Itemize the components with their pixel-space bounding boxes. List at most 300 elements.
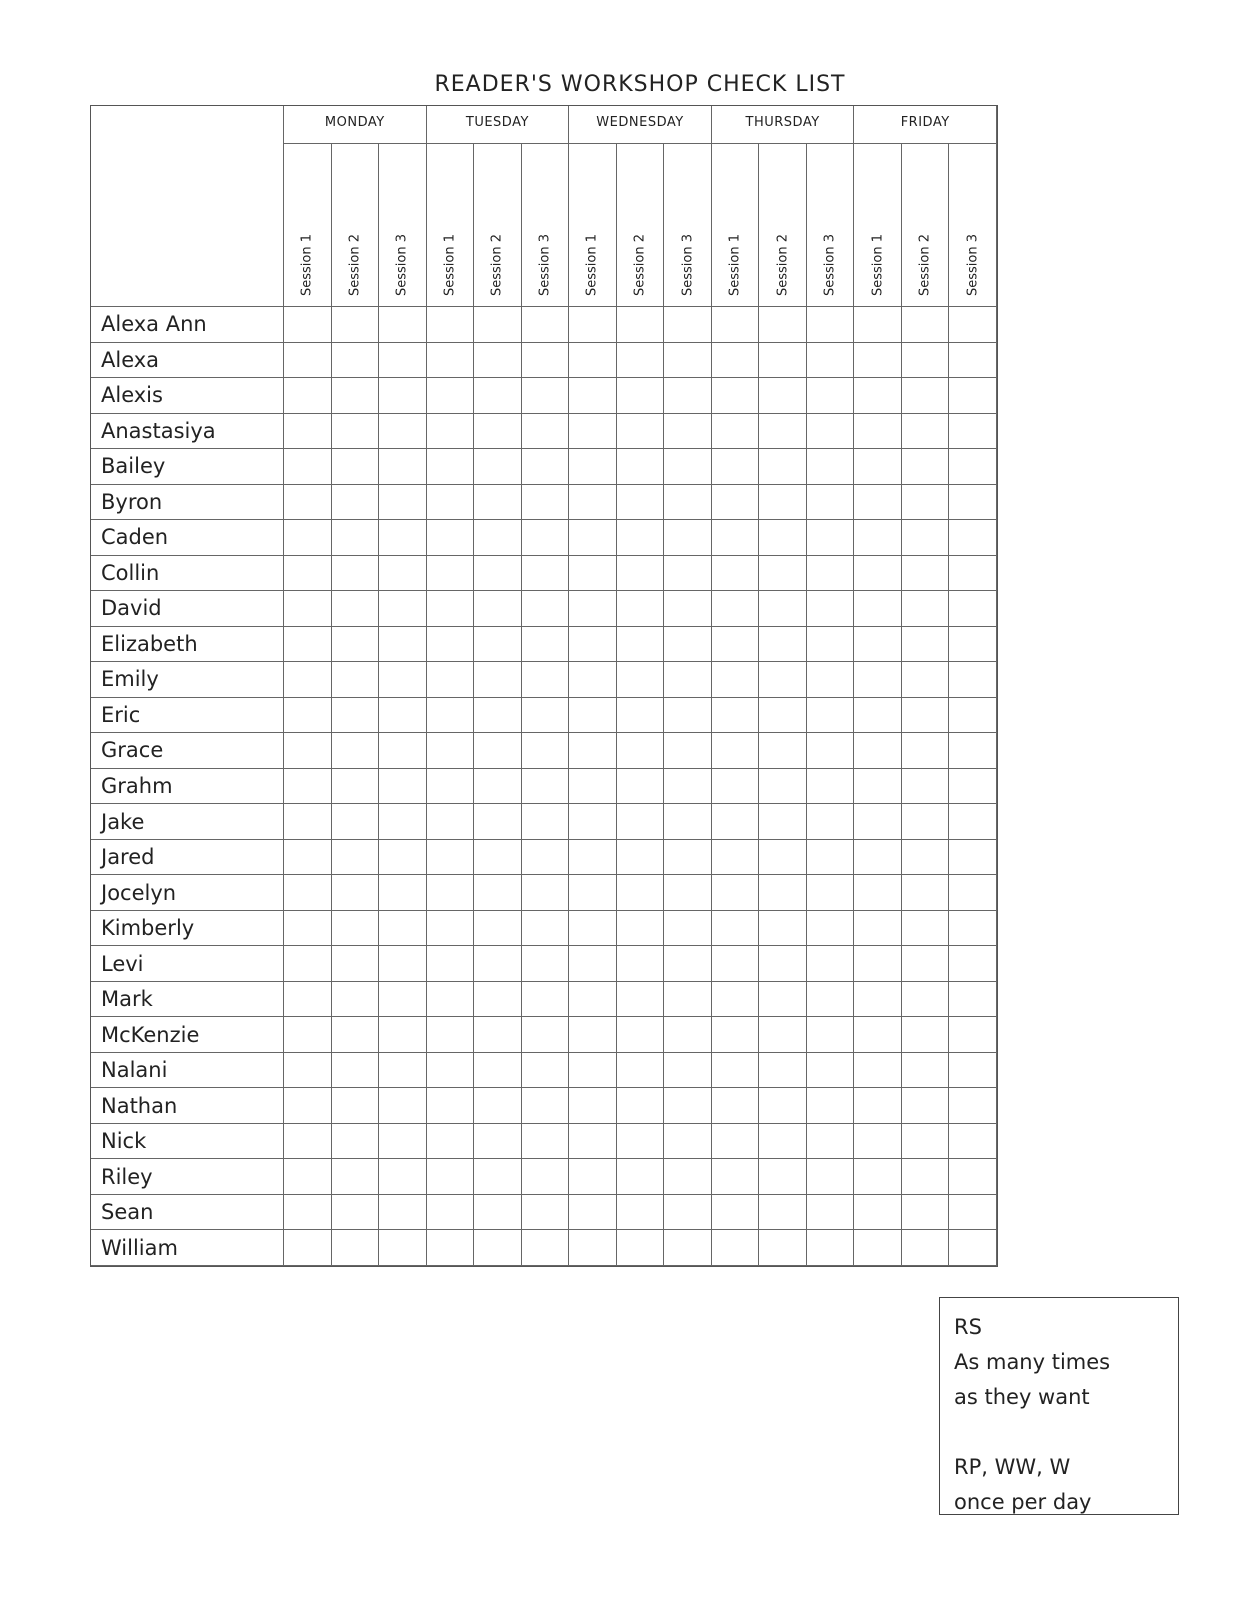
check-cell[interactable]	[854, 378, 902, 414]
check-cell[interactable]	[712, 556, 760, 592]
check-cell[interactable]	[617, 662, 665, 698]
check-cell[interactable]	[854, 1230, 902, 1266]
check-cell[interactable]	[712, 1195, 760, 1231]
check-cell[interactable]	[617, 307, 665, 343]
check-cell[interactable]	[284, 1088, 332, 1124]
check-cell[interactable]	[332, 1088, 380, 1124]
check-cell[interactable]	[284, 875, 332, 911]
check-cell[interactable]	[902, 520, 950, 556]
check-cell[interactable]	[474, 556, 522, 592]
check-cell[interactable]	[569, 449, 617, 485]
check-cell[interactable]	[854, 414, 902, 450]
check-cell[interactable]	[332, 449, 380, 485]
check-cell[interactable]	[427, 378, 475, 414]
check-cell[interactable]	[569, 414, 617, 450]
check-cell[interactable]	[854, 911, 902, 947]
check-cell[interactable]	[332, 485, 380, 521]
check-cell[interactable]	[759, 378, 807, 414]
check-cell[interactable]	[427, 485, 475, 521]
check-cell[interactable]	[474, 449, 522, 485]
check-cell[interactable]	[522, 1230, 570, 1266]
check-cell[interactable]	[379, 662, 427, 698]
check-cell[interactable]	[427, 1088, 475, 1124]
check-cell[interactable]	[664, 911, 712, 947]
check-cell[interactable]	[379, 1088, 427, 1124]
check-cell[interactable]	[427, 520, 475, 556]
check-cell[interactable]	[522, 307, 570, 343]
check-cell[interactable]	[522, 627, 570, 663]
check-cell[interactable]	[902, 591, 950, 627]
check-cell[interactable]	[332, 804, 380, 840]
check-cell[interactable]	[759, 1124, 807, 1160]
check-cell[interactable]	[617, 875, 665, 911]
check-cell[interactable]	[664, 769, 712, 805]
check-cell[interactable]	[712, 378, 760, 414]
check-cell[interactable]	[617, 946, 665, 982]
check-cell[interactable]	[474, 307, 522, 343]
check-cell[interactable]	[712, 911, 760, 947]
check-cell[interactable]	[664, 520, 712, 556]
check-cell[interactable]	[854, 1124, 902, 1160]
check-cell[interactable]	[427, 1195, 475, 1231]
check-cell[interactable]	[664, 804, 712, 840]
check-cell[interactable]	[902, 1230, 950, 1266]
check-cell[interactable]	[522, 911, 570, 947]
check-cell[interactable]	[664, 1195, 712, 1231]
check-cell[interactable]	[664, 307, 712, 343]
check-cell[interactable]	[522, 1124, 570, 1160]
check-cell[interactable]	[569, 343, 617, 379]
check-cell[interactable]	[902, 307, 950, 343]
check-cell[interactable]	[854, 662, 902, 698]
check-cell[interactable]	[522, 556, 570, 592]
check-cell[interactable]	[807, 414, 855, 450]
check-cell[interactable]	[427, 307, 475, 343]
check-cell[interactable]	[617, 343, 665, 379]
check-cell[interactable]	[569, 485, 617, 521]
check-cell[interactable]	[807, 556, 855, 592]
check-cell[interactable]	[664, 733, 712, 769]
check-cell[interactable]	[949, 733, 997, 769]
check-cell[interactable]	[949, 1088, 997, 1124]
check-cell[interactable]	[854, 1088, 902, 1124]
check-cell[interactable]	[569, 1017, 617, 1053]
check-cell[interactable]	[617, 1230, 665, 1266]
check-cell[interactable]	[807, 591, 855, 627]
check-cell[interactable]	[474, 1088, 522, 1124]
check-cell[interactable]	[759, 1195, 807, 1231]
check-cell[interactable]	[949, 662, 997, 698]
check-cell[interactable]	[427, 698, 475, 734]
check-cell[interactable]	[664, 1159, 712, 1195]
check-cell[interactable]	[902, 1124, 950, 1160]
check-cell[interactable]	[949, 1159, 997, 1195]
check-cell[interactable]	[712, 307, 760, 343]
check-cell[interactable]	[379, 1195, 427, 1231]
check-cell[interactable]	[807, 946, 855, 982]
check-cell[interactable]	[617, 982, 665, 1018]
check-cell[interactable]	[522, 414, 570, 450]
check-cell[interactable]	[902, 1159, 950, 1195]
check-cell[interactable]	[949, 627, 997, 663]
check-cell[interactable]	[522, 733, 570, 769]
check-cell[interactable]	[284, 769, 332, 805]
check-cell[interactable]	[712, 698, 760, 734]
check-cell[interactable]	[474, 911, 522, 947]
check-cell[interactable]	[522, 982, 570, 1018]
check-cell[interactable]	[332, 591, 380, 627]
check-cell[interactable]	[332, 1230, 380, 1266]
check-cell[interactable]	[379, 1017, 427, 1053]
check-cell[interactable]	[949, 875, 997, 911]
check-cell[interactable]	[474, 1017, 522, 1053]
check-cell[interactable]	[712, 1017, 760, 1053]
check-cell[interactable]	[474, 485, 522, 521]
check-cell[interactable]	[902, 343, 950, 379]
check-cell[interactable]	[474, 1230, 522, 1266]
check-cell[interactable]	[949, 946, 997, 982]
check-cell[interactable]	[664, 982, 712, 1018]
check-cell[interactable]	[949, 1053, 997, 1089]
check-cell[interactable]	[617, 556, 665, 592]
check-cell[interactable]	[854, 556, 902, 592]
check-cell[interactable]	[379, 591, 427, 627]
check-cell[interactable]	[664, 698, 712, 734]
check-cell[interactable]	[284, 1053, 332, 1089]
check-cell[interactable]	[854, 982, 902, 1018]
check-cell[interactable]	[759, 840, 807, 876]
check-cell[interactable]	[949, 911, 997, 947]
check-cell[interactable]	[902, 804, 950, 840]
check-cell[interactable]	[474, 343, 522, 379]
check-cell[interactable]	[807, 698, 855, 734]
check-cell[interactable]	[284, 556, 332, 592]
check-cell[interactable]	[902, 662, 950, 698]
check-cell[interactable]	[617, 520, 665, 556]
check-cell[interactable]	[807, 378, 855, 414]
check-cell[interactable]	[332, 698, 380, 734]
check-cell[interactable]	[759, 698, 807, 734]
check-cell[interactable]	[759, 485, 807, 521]
check-cell[interactable]	[807, 875, 855, 911]
check-cell[interactable]	[807, 485, 855, 521]
check-cell[interactable]	[949, 840, 997, 876]
check-cell[interactable]	[902, 556, 950, 592]
check-cell[interactable]	[522, 1053, 570, 1089]
check-cell[interactable]	[807, 733, 855, 769]
check-cell[interactable]	[949, 378, 997, 414]
check-cell[interactable]	[379, 485, 427, 521]
check-cell[interactable]	[759, 1159, 807, 1195]
check-cell[interactable]	[902, 414, 950, 450]
check-cell[interactable]	[807, 1159, 855, 1195]
check-cell[interactable]	[522, 591, 570, 627]
check-cell[interactable]	[902, 733, 950, 769]
check-cell[interactable]	[712, 662, 760, 698]
check-cell[interactable]	[807, 1230, 855, 1266]
check-cell[interactable]	[427, 556, 475, 592]
check-cell[interactable]	[664, 875, 712, 911]
check-cell[interactable]	[759, 804, 807, 840]
check-cell[interactable]	[949, 1124, 997, 1160]
check-cell[interactable]	[427, 1053, 475, 1089]
check-cell[interactable]	[522, 378, 570, 414]
check-cell[interactable]	[759, 911, 807, 947]
check-cell[interactable]	[759, 769, 807, 805]
check-cell[interactable]	[427, 804, 475, 840]
check-cell[interactable]	[332, 307, 380, 343]
check-cell[interactable]	[759, 946, 807, 982]
check-cell[interactable]	[332, 911, 380, 947]
check-cell[interactable]	[712, 1159, 760, 1195]
check-cell[interactable]	[474, 662, 522, 698]
check-cell[interactable]	[949, 1195, 997, 1231]
check-cell[interactable]	[902, 875, 950, 911]
check-cell[interactable]	[569, 662, 617, 698]
check-cell[interactable]	[712, 1124, 760, 1160]
check-cell[interactable]	[617, 1159, 665, 1195]
check-cell[interactable]	[284, 520, 332, 556]
check-cell[interactable]	[759, 1053, 807, 1089]
check-cell[interactable]	[284, 343, 332, 379]
check-cell[interactable]	[854, 1195, 902, 1231]
check-cell[interactable]	[522, 946, 570, 982]
check-cell[interactable]	[427, 1017, 475, 1053]
check-cell[interactable]	[949, 769, 997, 805]
check-cell[interactable]	[332, 378, 380, 414]
check-cell[interactable]	[379, 520, 427, 556]
check-cell[interactable]	[759, 343, 807, 379]
check-cell[interactable]	[284, 591, 332, 627]
check-cell[interactable]	[664, 343, 712, 379]
check-cell[interactable]	[949, 982, 997, 1018]
check-cell[interactable]	[807, 343, 855, 379]
check-cell[interactable]	[712, 414, 760, 450]
check-cell[interactable]	[617, 1053, 665, 1089]
check-cell[interactable]	[332, 414, 380, 450]
check-cell[interactable]	[332, 520, 380, 556]
check-cell[interactable]	[759, 982, 807, 1018]
check-cell[interactable]	[949, 698, 997, 734]
check-cell[interactable]	[807, 662, 855, 698]
check-cell[interactable]	[474, 946, 522, 982]
check-cell[interactable]	[427, 343, 475, 379]
check-cell[interactable]	[522, 1159, 570, 1195]
check-cell[interactable]	[379, 733, 427, 769]
check-cell[interactable]	[569, 378, 617, 414]
check-cell[interactable]	[759, 307, 807, 343]
check-cell[interactable]	[949, 414, 997, 450]
check-cell[interactable]	[474, 414, 522, 450]
check-cell[interactable]	[712, 982, 760, 1018]
check-cell[interactable]	[854, 769, 902, 805]
check-cell[interactable]	[284, 840, 332, 876]
check-cell[interactable]	[474, 1053, 522, 1089]
check-cell[interactable]	[902, 378, 950, 414]
check-cell[interactable]	[522, 1088, 570, 1124]
check-cell[interactable]	[569, 982, 617, 1018]
check-cell[interactable]	[474, 378, 522, 414]
check-cell[interactable]	[617, 449, 665, 485]
check-cell[interactable]	[902, 911, 950, 947]
check-cell[interactable]	[617, 804, 665, 840]
check-cell[interactable]	[427, 449, 475, 485]
check-cell[interactable]	[759, 591, 807, 627]
check-cell[interactable]	[712, 840, 760, 876]
check-cell[interactable]	[617, 1088, 665, 1124]
check-cell[interactable]	[712, 520, 760, 556]
check-cell[interactable]	[474, 804, 522, 840]
check-cell[interactable]	[332, 840, 380, 876]
check-cell[interactable]	[854, 520, 902, 556]
check-cell[interactable]	[664, 1124, 712, 1160]
check-cell[interactable]	[949, 556, 997, 592]
check-cell[interactable]	[902, 946, 950, 982]
check-cell[interactable]	[332, 556, 380, 592]
check-cell[interactable]	[284, 1124, 332, 1160]
check-cell[interactable]	[854, 1017, 902, 1053]
check-cell[interactable]	[807, 982, 855, 1018]
check-cell[interactable]	[712, 1230, 760, 1266]
check-cell[interactable]	[617, 1017, 665, 1053]
check-cell[interactable]	[854, 1159, 902, 1195]
check-cell[interactable]	[427, 769, 475, 805]
check-cell[interactable]	[712, 627, 760, 663]
check-cell[interactable]	[617, 769, 665, 805]
check-cell[interactable]	[902, 982, 950, 1018]
check-cell[interactable]	[522, 1195, 570, 1231]
check-cell[interactable]	[569, 307, 617, 343]
check-cell[interactable]	[427, 982, 475, 1018]
check-cell[interactable]	[664, 414, 712, 450]
check-cell[interactable]	[522, 1017, 570, 1053]
check-cell[interactable]	[332, 1017, 380, 1053]
check-cell[interactable]	[379, 1159, 427, 1195]
check-cell[interactable]	[854, 449, 902, 485]
check-cell[interactable]	[664, 378, 712, 414]
check-cell[interactable]	[284, 307, 332, 343]
check-cell[interactable]	[522, 840, 570, 876]
check-cell[interactable]	[664, 662, 712, 698]
check-cell[interactable]	[379, 840, 427, 876]
check-cell[interactable]	[379, 804, 427, 840]
check-cell[interactable]	[522, 449, 570, 485]
check-cell[interactable]	[807, 1017, 855, 1053]
check-cell[interactable]	[332, 982, 380, 1018]
check-cell[interactable]	[712, 343, 760, 379]
check-cell[interactable]	[712, 591, 760, 627]
check-cell[interactable]	[807, 911, 855, 947]
check-cell[interactable]	[807, 1124, 855, 1160]
check-cell[interactable]	[474, 627, 522, 663]
check-cell[interactable]	[854, 840, 902, 876]
check-cell[interactable]	[902, 698, 950, 734]
check-cell[interactable]	[569, 840, 617, 876]
check-cell[interactable]	[712, 1088, 760, 1124]
check-cell[interactable]	[664, 1088, 712, 1124]
check-cell[interactable]	[332, 733, 380, 769]
check-cell[interactable]	[664, 627, 712, 663]
check-cell[interactable]	[379, 627, 427, 663]
check-cell[interactable]	[427, 840, 475, 876]
check-cell[interactable]	[522, 769, 570, 805]
check-cell[interactable]	[332, 1159, 380, 1195]
check-cell[interactable]	[284, 662, 332, 698]
check-cell[interactable]	[569, 769, 617, 805]
check-cell[interactable]	[427, 875, 475, 911]
check-cell[interactable]	[284, 378, 332, 414]
check-cell[interactable]	[427, 1230, 475, 1266]
check-cell[interactable]	[522, 343, 570, 379]
check-cell[interactable]	[664, 485, 712, 521]
check-cell[interactable]	[569, 520, 617, 556]
check-cell[interactable]	[379, 449, 427, 485]
check-cell[interactable]	[664, 1017, 712, 1053]
check-cell[interactable]	[522, 875, 570, 911]
check-cell[interactable]	[759, 662, 807, 698]
check-cell[interactable]	[759, 1230, 807, 1266]
check-cell[interactable]	[807, 1088, 855, 1124]
check-cell[interactable]	[569, 1088, 617, 1124]
check-cell[interactable]	[569, 698, 617, 734]
check-cell[interactable]	[854, 946, 902, 982]
check-cell[interactable]	[379, 769, 427, 805]
check-cell[interactable]	[712, 875, 760, 911]
check-cell[interactable]	[427, 1124, 475, 1160]
check-cell[interactable]	[569, 1230, 617, 1266]
check-cell[interactable]	[712, 769, 760, 805]
check-cell[interactable]	[664, 946, 712, 982]
check-cell[interactable]	[379, 307, 427, 343]
check-cell[interactable]	[759, 875, 807, 911]
check-cell[interactable]	[522, 520, 570, 556]
check-cell[interactable]	[474, 733, 522, 769]
check-cell[interactable]	[949, 1017, 997, 1053]
check-cell[interactable]	[569, 1124, 617, 1160]
check-cell[interactable]	[427, 733, 475, 769]
check-cell[interactable]	[284, 414, 332, 450]
check-cell[interactable]	[617, 485, 665, 521]
check-cell[interactable]	[807, 840, 855, 876]
check-cell[interactable]	[854, 627, 902, 663]
check-cell[interactable]	[664, 591, 712, 627]
check-cell[interactable]	[949, 591, 997, 627]
check-cell[interactable]	[569, 804, 617, 840]
check-cell[interactable]	[664, 840, 712, 876]
check-cell[interactable]	[854, 307, 902, 343]
check-cell[interactable]	[284, 1159, 332, 1195]
check-cell[interactable]	[332, 769, 380, 805]
check-cell[interactable]	[712, 1053, 760, 1089]
check-cell[interactable]	[712, 804, 760, 840]
check-cell[interactable]	[902, 1088, 950, 1124]
check-cell[interactable]	[759, 449, 807, 485]
check-cell[interactable]	[569, 1195, 617, 1231]
check-cell[interactable]	[617, 911, 665, 947]
check-cell[interactable]	[522, 804, 570, 840]
check-cell[interactable]	[379, 556, 427, 592]
check-cell[interactable]	[807, 449, 855, 485]
check-cell[interactable]	[427, 414, 475, 450]
check-cell[interactable]	[284, 1017, 332, 1053]
check-cell[interactable]	[427, 946, 475, 982]
check-cell[interactable]	[854, 343, 902, 379]
check-cell[interactable]	[474, 698, 522, 734]
check-cell[interactable]	[332, 875, 380, 911]
check-cell[interactable]	[569, 733, 617, 769]
check-cell[interactable]	[617, 414, 665, 450]
check-cell[interactable]	[474, 769, 522, 805]
